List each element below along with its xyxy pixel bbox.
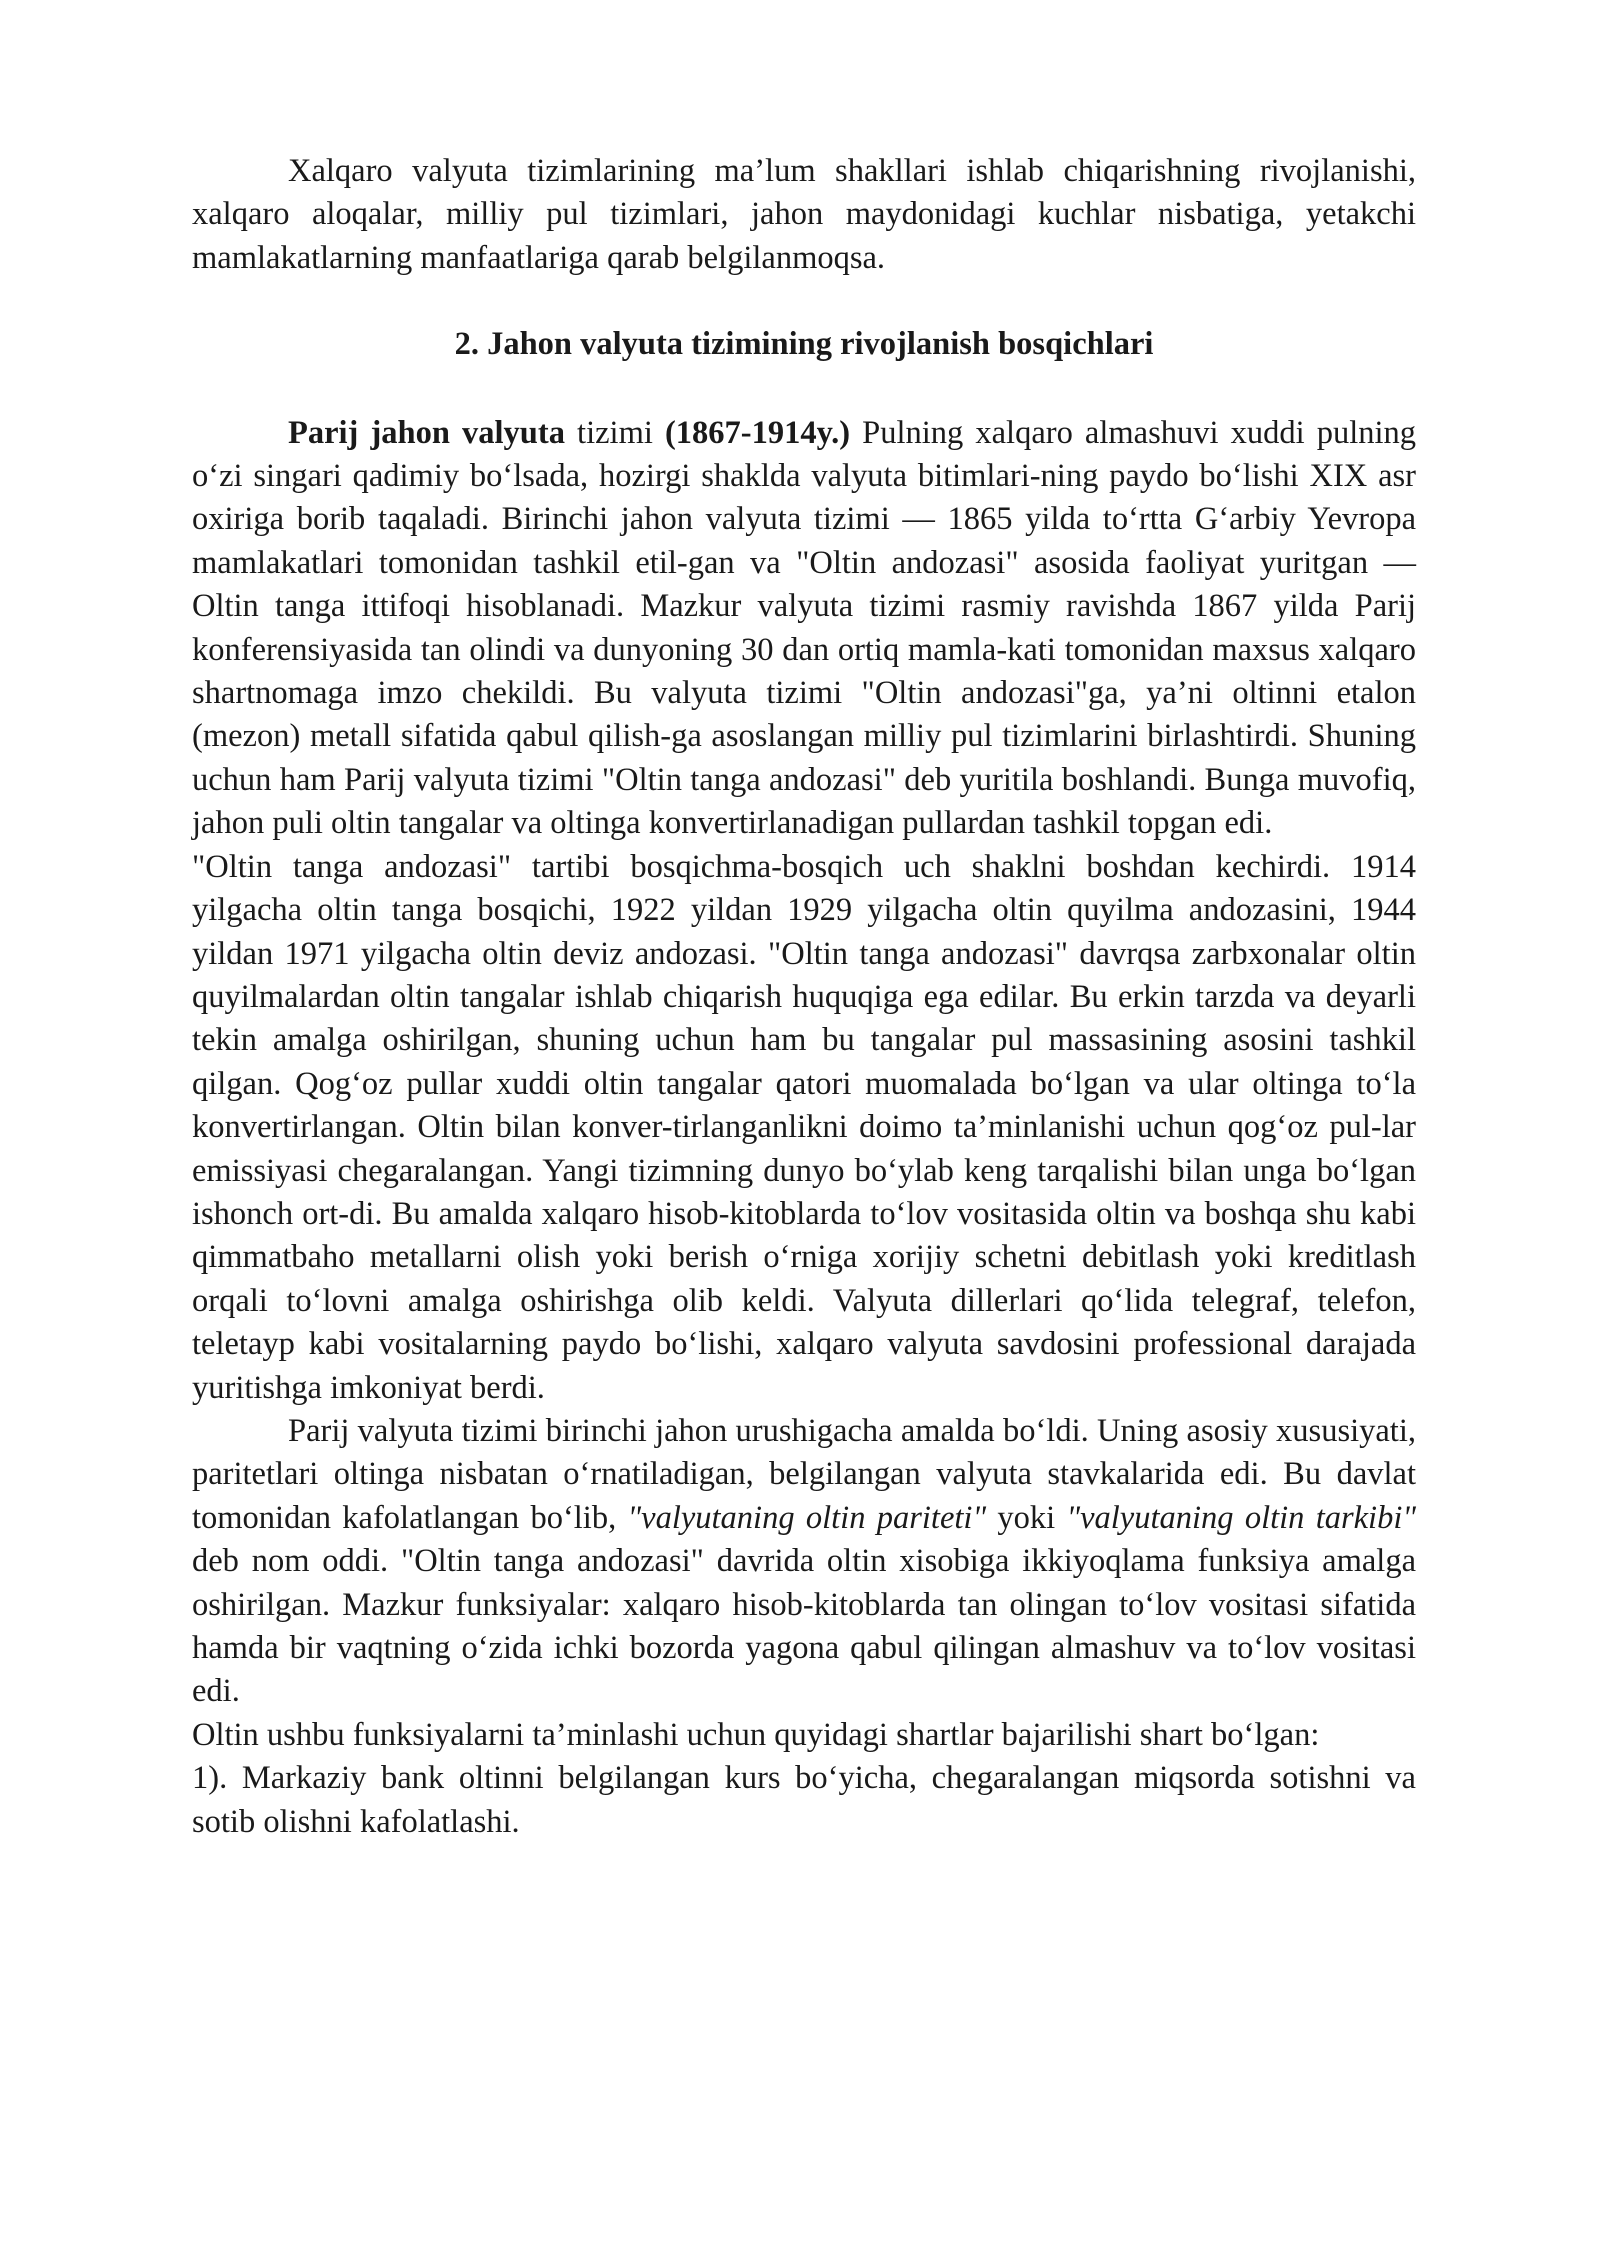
- gold-parity-term-2: "valyutaning oltin tarkibi": [1066, 1499, 1417, 1536]
- paris-system-years: (1867-1914y.): [664, 414, 851, 451]
- paris-system-word: tizimi: [564, 414, 665, 451]
- condition-item-1: 1). Markaziy bank oltinni belgilangan kurs bo‘yicha, chegaralangan miqsorda sotishni va sotib olishni kafolatlashi.: [192, 1760, 1416, 1840]
- gold-parity-text-2: yoki: [986, 1499, 1067, 1536]
- spacer: [192, 367, 1416, 412]
- gold-parity-paragraph: [192, 1410, 1416, 1714]
- paris-system-paragraph: [192, 412, 1416, 846]
- gold-standard-stages-paragraph: "Oltin tanga andozasi" tartibi bosqichma-bosqich uch shaklni boshdan kechirdi. 1914 yilgacha oltin tanga bosqichi, 1922 yildan 1929 yilgacha oltin quyilma andozasini, 1944 yildan 1971 yilgacha oltin deviz andozasi. "Oltin tanga andozasi" davrqsa zarbxonalar oltin quyilmalardan oltin tangalar ishlab chiqarish huquqiga ega edilar. Bu erkin tarzda va deyarli tekin amalga oshirilgan, shuning uchun ham bu tangalar pul massasining asosini tashkil qilgan. Qog‘oz pullar xuddi oltin tangalar qatori muomalada bo‘lgan va ular oltinga to‘la konvertirlangan. Oltin bilan konver-tirlanganlikni doimo ta’minlanishi uchun qog‘oz pul-lar emissiyasi chegaralangan. Yangi tizimning dunyo bo‘ylab keng tarqalishi bilan unga bo‘lgan ishonch ort-di. Bu amalda xalqaro hisob-kitoblarda to‘lov vositasida oltin va boshqa shu kabi qimmatbaho metallarni olish yoki berish o‘rniga xorijiy schetni debitlash yoki kreditlash orqali to‘lovni amalga oshirishga olib keldi. Valyuta dillerlari qo‘lida telegraf, telefon, teletayp kabi vositalarning paydo bo‘lishi, xalqaro valyuta savdosini professional darajada yuritishga imkoniyat berdi.: [192, 848, 1416, 1406]
- gold-parity-text-1: Parij valyuta tizimi birinchi jahon urushigacha amalda bo‘ldi. Uning asosiy xususiyati, paritetlari oltinga nisbatan o‘rnatiladigan, belgilangan valyuta stavkalarida edi. Bu davlat tomonidan kafolatlangan bo‘lib,: [192, 1412, 1416, 1536]
- section-heading: 2. Jahon valyuta tizimining rivojlanish bosqichlari: [454, 326, 1154, 363]
- gold-parity-text-3: deb nom oddi. "Oltin tanga andozasi" davrida oltin xisobiga ikkiyoqlama funksiya amalga oshirilgan. Mazkur funksiyalar: xalqaro hisob-kitoblarda tan olingan to‘lov vositasi sifatida hamda bir vaqtning o‘zida ichki bozorda yagona qabul qilingan almashuv va to‘lov vositasi edi.: [192, 1543, 1416, 1710]
- document-page: [192, 150, 1416, 1844]
- conditions-intro-paragraph: Oltin ushbu funksiyalarni ta’minlashi uchun quyidagi shartlar bajarilishi shart bo‘lgan:: [192, 1716, 1320, 1753]
- intro-paragraph: Xalqaro valyuta tizimlarining ma’lum shakllari ishlab chiqarishning rivojlanishi, xalqaro aloqalar, milliy pul tizimlari, jahon maydonidagi kuchlar nisbatiga, yetakchi mamlakatlarning manfaatlariga qarab belgilanmoqsa.: [192, 153, 1416, 276]
- paris-system-body: Pulning xalqaro almashuvi xuddi pulning o‘zi singari qadimiy bo‘lsada, hozirgi shaklda valyuta bitimlari-ning paydo bo‘lishi XIX asr oxiriga borib taqaladi. Birinchi jahon valyuta tizimi — 1865 yilda to‘rtta G‘arbiy Yevropa mamlakatlari tomonidan tashkil etil-gan va "Oltin andozasi" asosida faoliyat yuritgan — Oltin tanga ittifoqi hisoblanadi. Mazkur valyuta tizimi rasmiy ravishda 1867 yilda Parij konferensiyasida tan olindi va dunyoning 30 dan ortiq mamla-kati tomonidan maxsus xalqaro shartnomaga imzo chekildi. Bu valyuta tizimi "Oltin andozasi"ga, ya’ni oltinni etalon (mezon) metall sifatida qabul qilish-ga asoslangan milliy pul tizimlarini birlashtirdi. Shuning uchun ham Parij valyuta tizimi "Oltin tanga andozasi" deb yuritila boshlandi. Bunga muvofiq, jahon puli oltin tangalar va oltinga konvertirlanadigan pullardan tashkil topgan edi.: [192, 414, 1417, 842]
- paris-system-lead: Parij jahon valyuta: [288, 414, 565, 451]
- spacer: [192, 280, 1416, 323]
- gold-parity-term-1: "valyutaning oltin pariteti": [627, 1499, 987, 1536]
